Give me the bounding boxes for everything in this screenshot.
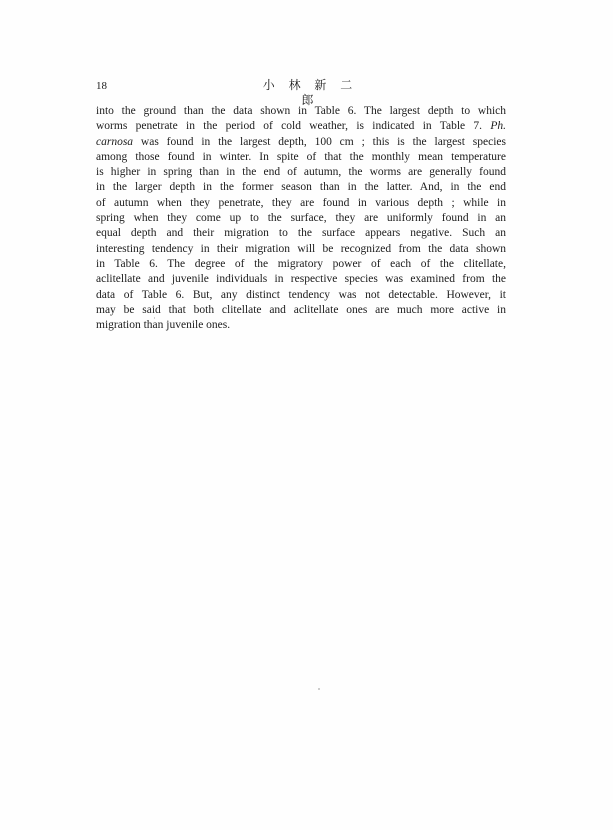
text-line-6: in the larger depth in the former season than in the latter. And, in the end [96,181,506,194]
text-line-2: worms penetrate in the period of cold weather, is indicated in Table 7. Ph. [96,120,506,133]
text-line-5: is higher in spring than in the end of autumn, the worms are generally found [96,166,506,179]
text-line-10: interesting tendency in their migration will be recognized from the data shown [96,242,506,255]
running-head-author: 小 林 新 二 郎 [262,78,358,107]
text-line-8: spring when they come up to the surface, they are uniformly found in an [96,212,506,225]
text-line-1: into the ground than the data shown in Table 6. The largest depth to which [96,105,506,117]
page-number: 18 [96,80,107,92]
text-line-13: data of Table 6. But, any distinct tendency was not detectable. However, it [96,288,506,301]
text-line-14: may be said that both clitellate and aclitellate ones are much more active in [96,303,506,316]
species-name: carnosa [96,135,134,148]
text-line-9: equal depth and their migration to the surface appears negative. Such an [96,227,506,240]
paper-speck [154,317,155,319]
paper-speck [318,688,320,690]
text-line-7: of autumn when they penetrate, they are found in various depth ; while in [96,196,506,209]
body-paragraph [96,104,506,333]
species-name: Ph. [490,120,506,133]
text-line-15: migration than juvenile ones. [96,319,231,332]
text-line-4: among those found in winter. In spite of that the monthly mean temperature [96,150,506,163]
text-line-12: aclitellate and juvenile individuals in respective species was examined from the [96,273,506,286]
text-line-3: carnosa was found in the largest depth, 100 cm ; this is the largest species [96,135,506,148]
text-line-11: in Table 6. The degree of the migratory power of each of the clitellate, [96,257,506,270]
